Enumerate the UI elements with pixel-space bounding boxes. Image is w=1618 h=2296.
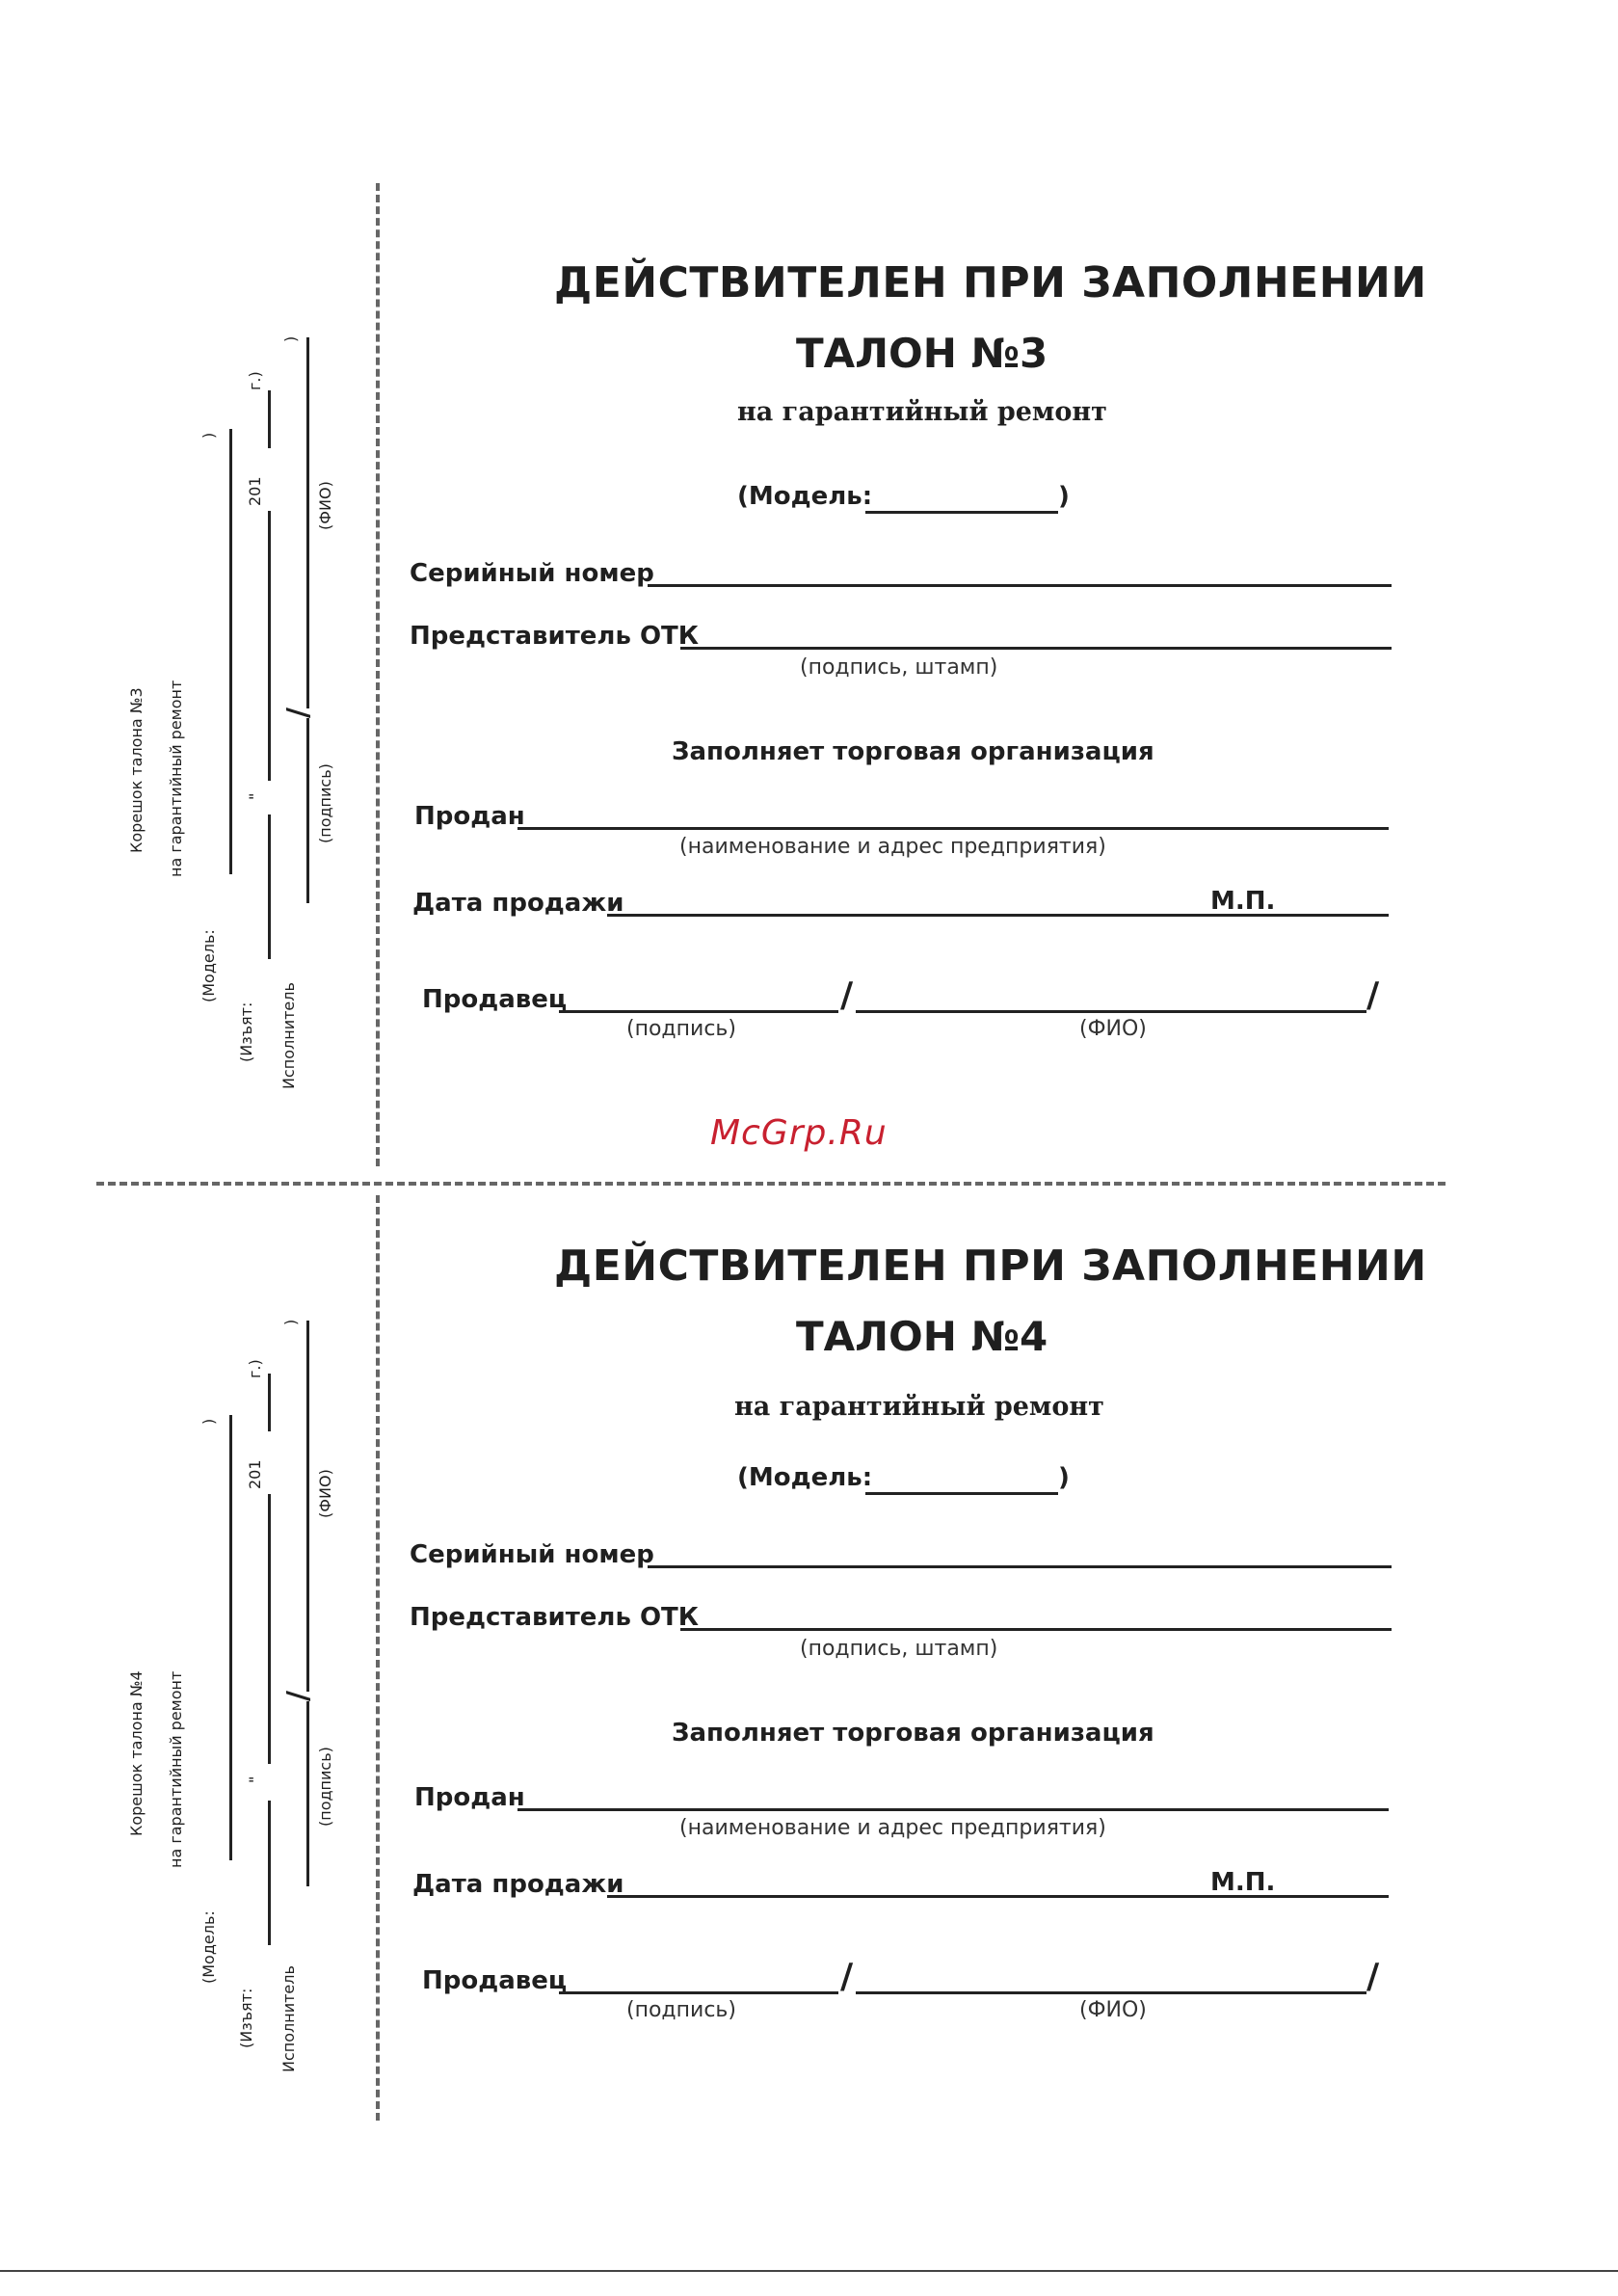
model-label: (Модель: — [737, 1463, 873, 1492]
stub-subtitle: на гарантийный ремонт — [167, 680, 185, 877]
sold-hint: (наименование и адрес предприятия) — [679, 1816, 1106, 1840]
sold-label: Продан — [414, 1783, 525, 1812]
coupon-number: ТАЛОН №4 — [796, 1313, 1048, 1360]
watermark: McGrp.Ru — [710, 1113, 888, 1153]
vertical-cut-line — [376, 1195, 380, 2121]
stub-model-label: (Модель: — [199, 1910, 218, 1984]
stub-quote: " — [246, 1775, 264, 1783]
stub-executor-signature-line[interactable] — [306, 1701, 309, 1886]
vertical-cut-line — [376, 183, 380, 1166]
model-field-line[interactable] — [865, 1492, 1058, 1495]
mp-label: М.П. — [1210, 887, 1276, 916]
mp-label: М.П. — [1210, 1868, 1276, 1897]
otk-label: Представитель ОТК — [410, 622, 700, 651]
date-label: Дата продажи — [412, 889, 624, 918]
stub-model-label: (Модель: — [199, 929, 218, 1002]
stub-subtitle: на гарантийный ремонт — [167, 1670, 185, 1868]
stub-title: Корешок талона №3 — [127, 687, 146, 853]
seller-fio-line[interactable] — [856, 1010, 1366, 1013]
model-label: (Модель: — [737, 482, 873, 511]
fio-hint: (ФИО) — [1079, 1017, 1147, 1041]
otk-hint: (подпись, штамп) — [800, 655, 998, 680]
stub-slash: / — [281, 1691, 315, 1701]
stub-signature-hint: (подпись) — [316, 763, 334, 843]
org-heading: Заполняет торговая организация — [672, 737, 1154, 766]
stub-executor-close: ) — [281, 1319, 300, 1325]
sold-field-line[interactable] — [517, 827, 1389, 830]
org-heading: Заполняет торговая организация — [672, 1719, 1154, 1748]
seller-signature-line[interactable] — [559, 1991, 838, 1994]
coupon-subtitle: на гарантийный ремонт — [737, 397, 1107, 427]
otk-hint: (подпись, штамп) — [800, 1637, 998, 1661]
stub-year-suffix: г.) — [246, 371, 264, 390]
stub-model-line[interactable] — [229, 429, 232, 874]
serial-label: Серийный номер — [410, 1540, 654, 1569]
stub-fio-hint: (ФИО) — [316, 481, 334, 530]
otk-field-line[interactable] — [680, 1628, 1392, 1631]
stub-year-line[interactable] — [268, 1374, 271, 1431]
stub-slash: / — [281, 707, 315, 718]
seller-label: Продавец — [422, 985, 568, 1014]
seller-label: Продавец — [422, 1966, 568, 1995]
seller-signature-line[interactable] — [559, 1010, 838, 1013]
sold-label: Продан — [414, 802, 525, 831]
stub-fio-hint: (ФИО) — [316, 1469, 334, 1518]
coupon-header: ДЕЙСТВИТЕЛЕН ПРИ ЗАПОЛНЕНИИ — [554, 1241, 1427, 1291]
seller-fio-line[interactable] — [856, 1991, 1366, 1994]
slash: / — [840, 1957, 854, 1996]
model-close: ) — [1058, 1463, 1070, 1492]
stub-day-line[interactable] — [268, 814, 271, 959]
slash: / — [1366, 1957, 1380, 1996]
stub-executor-signature-line[interactable] — [306, 718, 309, 903]
stub-year: 201 — [246, 1459, 264, 1489]
stub-day-line[interactable] — [268, 1801, 271, 1945]
stub-model-close: ) — [199, 1418, 218, 1425]
serial-label: Серийный номер — [410, 559, 654, 588]
date-label: Дата продажи — [412, 1870, 624, 1899]
stub-taken-label: (Изъят: — [237, 1001, 255, 1062]
stub-month-line[interactable] — [268, 1494, 271, 1764]
serial-field-line[interactable] — [648, 1565, 1392, 1568]
stub-quote: " — [246, 792, 264, 800]
coupon-subtitle: на гарантийный ремонт — [734, 1392, 1104, 1422]
stub-month-line[interactable] — [268, 511, 271, 781]
sold-hint: (наименование и адрес предприятия) — [679, 835, 1106, 859]
model-close: ) — [1058, 482, 1070, 511]
stub-signature-hint: (подпись) — [316, 1747, 334, 1827]
sold-field-line[interactable] — [517, 1808, 1389, 1811]
stub-executor-label: Исполнитель — [279, 982, 298, 1089]
stub-taken-label: (Изъят: — [237, 1988, 255, 2048]
signature-hint: (подпись) — [626, 1017, 736, 1041]
stub-executor-label: Исполнитель — [279, 1965, 298, 2072]
model-field-line[interactable] — [865, 511, 1058, 514]
fio-hint: (ФИО) — [1079, 1998, 1147, 2022]
slash: / — [1366, 975, 1380, 1015]
otk-field-line[interactable] — [680, 647, 1392, 650]
slash: / — [840, 975, 854, 1015]
serial-field-line[interactable] — [648, 584, 1392, 587]
page-bottom-rule — [0, 2270, 1618, 2272]
stub-title: Корешок талона №4 — [127, 1670, 146, 1836]
stub-executor-fio-line[interactable] — [306, 1321, 309, 1692]
signature-hint: (подпись) — [626, 1998, 736, 2022]
otk-label: Представитель ОТК — [410, 1603, 700, 1632]
stub-year-line[interactable] — [268, 390, 271, 448]
stub-model-line[interactable] — [229, 1415, 232, 1860]
coupon-number: ТАЛОН №3 — [796, 330, 1048, 377]
stub-year-suffix: г.) — [246, 1359, 264, 1378]
stub-model-close: ) — [199, 432, 218, 439]
horizontal-cut-line — [96, 1182, 1446, 1186]
stub-executor-fio-line[interactable] — [306, 337, 309, 708]
stub-executor-close: ) — [281, 335, 300, 342]
stub-year: 201 — [246, 476, 264, 506]
coupon-header: ДЕЙСТВИТЕЛЕН ПРИ ЗАПОЛНЕНИИ — [554, 258, 1427, 307]
